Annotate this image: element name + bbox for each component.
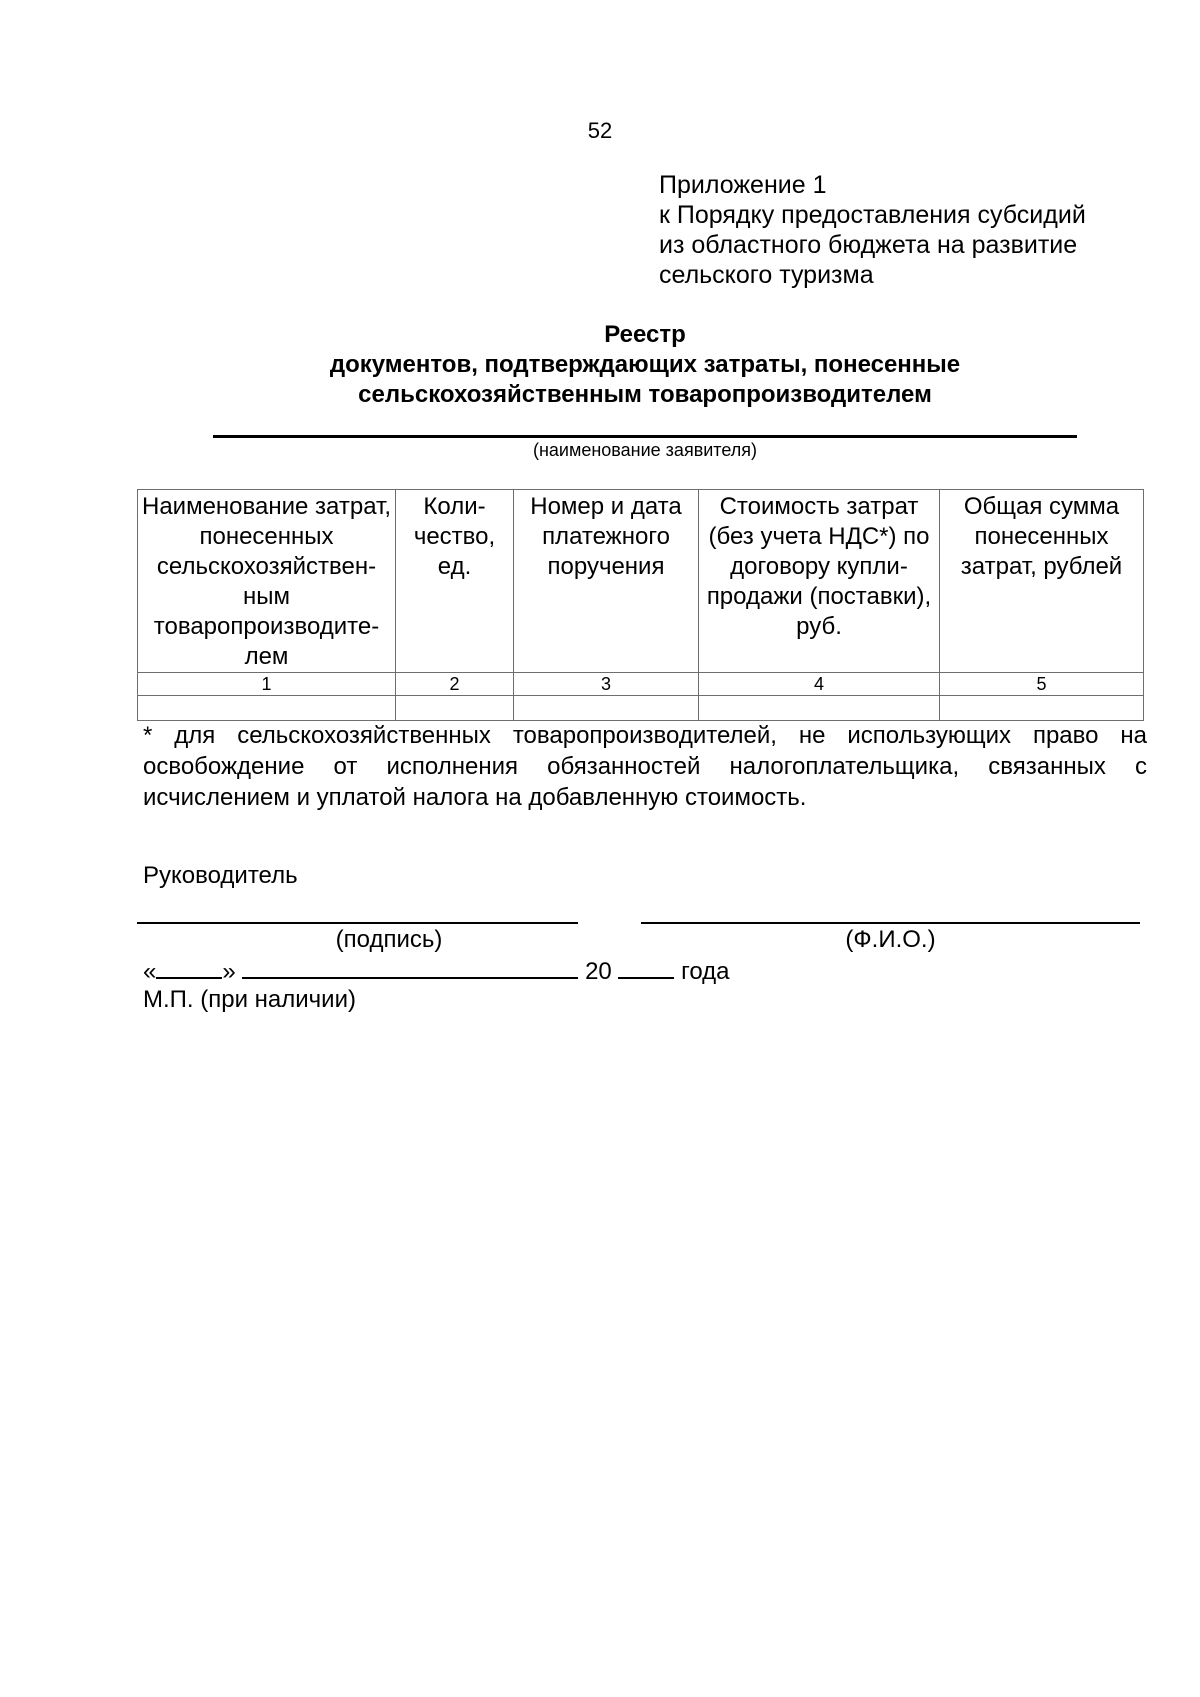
title-line: сельскохозяйственным товаропроизводителем: [358, 381, 932, 408]
table-cell[interactable]: [138, 696, 396, 721]
month-blank[interactable]: [242, 955, 578, 979]
full-name-line[interactable]: [641, 922, 1140, 924]
appendix-line: из областного бюджета на развитие: [659, 231, 1078, 259]
year-blank[interactable]: [618, 955, 674, 979]
header-cell: Коли-чество, ед.: [396, 490, 514, 673]
date-close-quote: »: [222, 958, 236, 985]
table-cell[interactable]: [514, 696, 699, 721]
table-cell[interactable]: [940, 696, 1144, 721]
title-line: документов, подтверждающих затраты, понесенные: [329, 351, 961, 378]
applicant-name-line[interactable]: [213, 435, 1077, 438]
table-cell[interactable]: [396, 696, 514, 721]
page-number: 52: [587, 118, 613, 143]
column-number: 5: [940, 673, 1144, 696]
day-blank[interactable]: [156, 955, 222, 979]
year-suffix: года: [681, 958, 730, 985]
document-title: [0, 320, 1200, 410]
applicant-caption: (наименование заявителя): [532, 440, 758, 460]
date-row: [143, 955, 730, 986]
header-cell: Общая сумма понесенных затрат, рублей: [940, 490, 1144, 673]
header-cell: Стоимость затрат (без учета НДС*) по договору купли-продажи (поставки), руб.: [699, 490, 940, 673]
table-row: [138, 696, 1144, 721]
column-number: 3: [514, 673, 699, 696]
head-label: Руководитель: [143, 862, 298, 889]
signature-line[interactable]: [137, 922, 578, 924]
footnote: * для сельскохозяйственных товаропроизводителей, не использующих право на освобождение от исполнения обязанностей налогоплательщика, связанных с исчислением и уплатой налога на добавленную стоимость.: [143, 722, 1147, 811]
appendix-line: Приложение 1: [659, 171, 827, 199]
year-prefix: 20: [585, 958, 612, 985]
signature-caption: (подпись): [335, 926, 443, 953]
header-cell: Номер и дата платежного поручения: [514, 490, 699, 673]
registry-table: [137, 489, 1144, 721]
table-cell[interactable]: [699, 696, 940, 721]
appendix-line: сельского туризма: [659, 261, 874, 289]
column-number: 1: [138, 673, 396, 696]
seal-note: М.П. (при наличии): [143, 986, 356, 1013]
header-cell: Наименование затрат, понесенных сельскохозяйствен-ным товаропроизводите-лем: [138, 490, 396, 673]
appendix-note: [659, 170, 1086, 290]
appendix-line: к Порядку предоставления субсидий: [659, 201, 1086, 229]
column-number: 2: [396, 673, 514, 696]
column-number-row: [138, 673, 1144, 696]
column-number: 4: [699, 673, 940, 696]
title-line: Реестр: [604, 321, 686, 348]
full-name-caption: (Ф.И.О.): [845, 926, 936, 953]
date-open-quote: «: [143, 958, 157, 985]
table-header-row: [138, 490, 1144, 673]
